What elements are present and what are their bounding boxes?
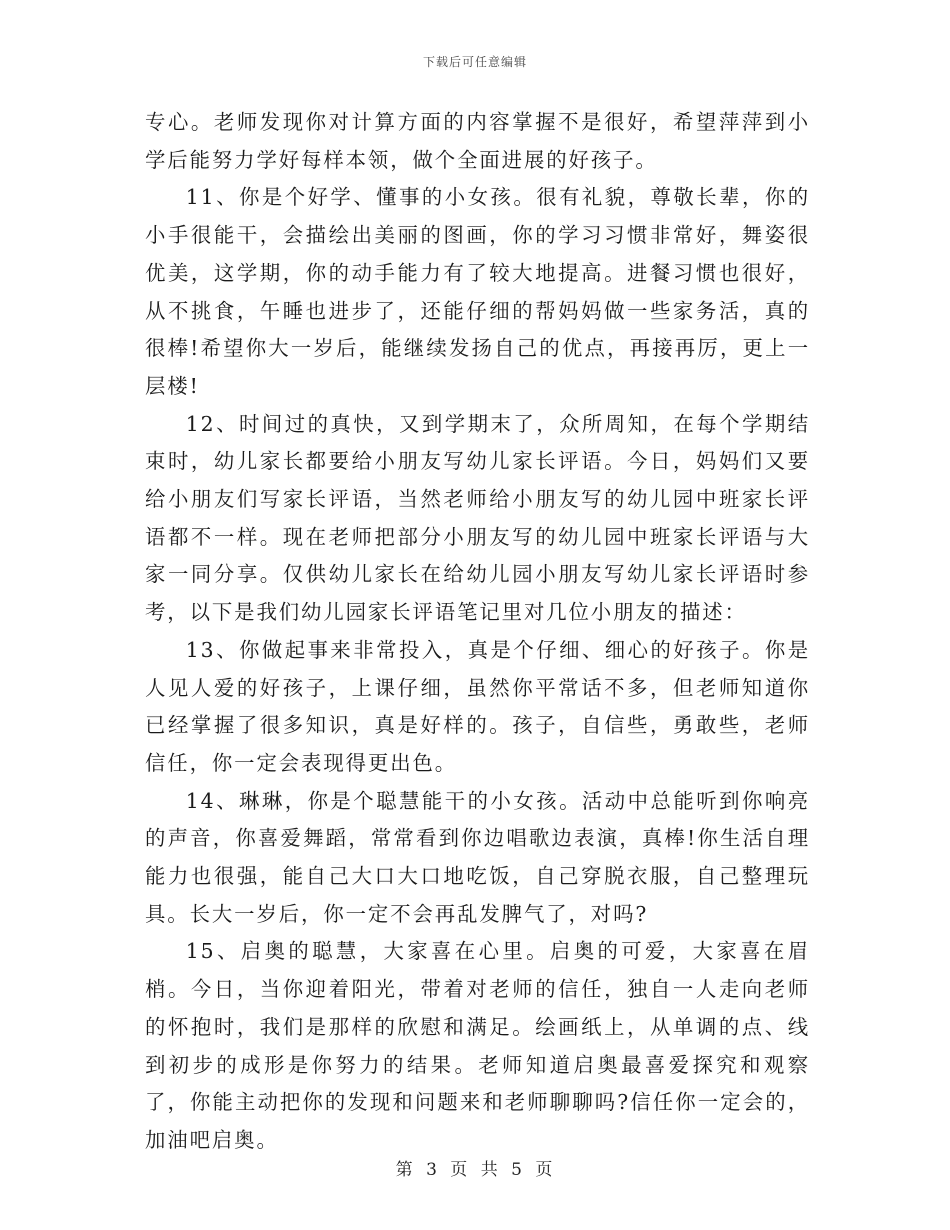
- page-number: 第 3 页 共 5 页: [395, 1160, 555, 1180]
- page-header: 下载后可任意编辑: [422, 55, 527, 69]
- paragraph-continuation: 专心。老师发现你对计算方面的内容掌握不是很好，希望萍萍到小学后能努力学好每样本领，做个全面进展的好孩子。: [145, 110, 810, 172]
- paragraph-13: 13、你做起事来非常投入，真是个仔细、细心的好孩子。你是人见人爱的好孩子，上课仔细，虽然你平常话不多，但老师知道你已经掌握了很多知识，真是好样的。孩子，自信些，勇敢些，老师信任，你一定会表现得更出色。: [145, 637, 810, 775]
- document-body: [145, 104, 810, 1160]
- paragraph-15: 15、启奥的聪慧，大家喜在心里。启奥的可爱，大家喜在眉梢。今日，当你迎着阳光，带着对老师的信任，独自一人走向老师的怀抱时，我们是那样的欣慰和满足。绘画纸上，从单调的点、线到初步的成形是你努力的结果。老师知道启奥最喜爱探究和观察了，你能主动把你的发现和问题来和老师聊聊吗?信任你一定会的，加油吧启奥。: [145, 939, 810, 1152]
- paragraph-14: 14、琳琳，你是个聪慧能干的小女孩。活动中总能听到你响亮的声音，你喜爱舞蹈，常常看到你边唱歌边表演，真棒!你生活自理能力也很强，能自己大口大口地吃饭，自己穿脱衣服，自己整理玩具。长大一岁后，你一定不会再乱发脾气了，对吗?: [145, 788, 810, 926]
- paragraph-11: 11、你是个好学、懂事的小女孩。很有礼貌，尊敬长辈，你的小手很能干，会描绘出美丽的图画，你的学习习惯非常好，舞姿很优美，这学期，你的动手能力有了较大地提高。进餐习惯也很好，从不挑食，午睡也进步了，还能仔细的帮妈妈做一些家务活，真的很棒!希望你大一岁后，能继续发扬自己的优点，再接再厉，更上一层楼!: [145, 185, 810, 398]
- paragraph-12: 12、时间过的真快，又到学期末了，众所周知，在每个学期结束时，幼儿家长都要给小朋友写幼儿家长评语。今日，妈妈们又要给小朋友们写家长评语，当然老师给小朋友写的幼儿园中班家长评语都不一样。现在老师把部分小朋友写的幼儿园中班家长评语与大家一同分享。仅供幼儿家长在给幼儿园小朋友写幼儿家长评语时参考，以下是我们幼儿园家长评语笔记里对几位小朋友的描述：: [145, 411, 810, 625]
